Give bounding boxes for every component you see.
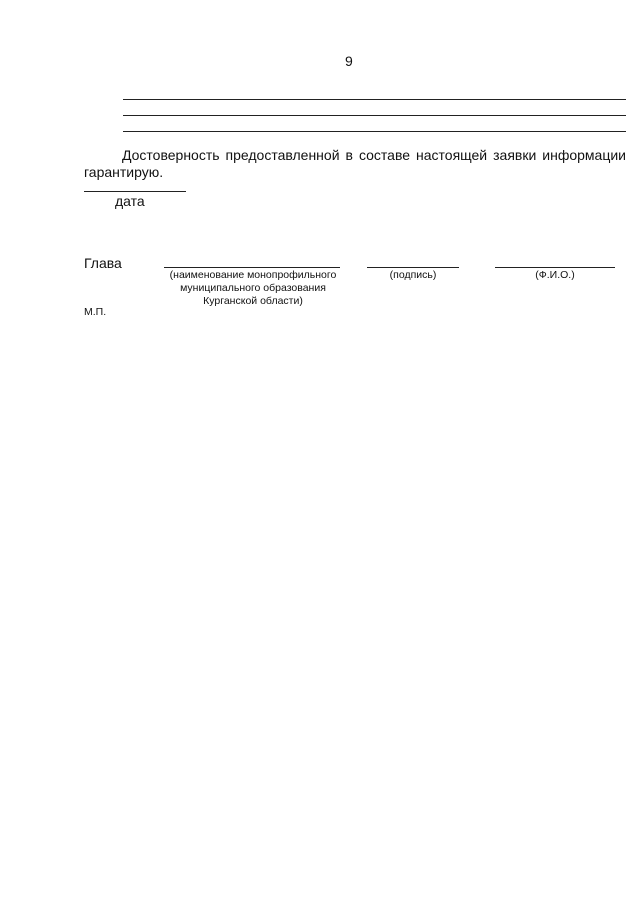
full-name-caption: (Ф.И.О.) xyxy=(535,269,575,281)
date-label: дата xyxy=(115,193,145,209)
signature-caption: (подпись) xyxy=(389,269,437,281)
page-number: 9 xyxy=(345,53,353,69)
stamp-label: М.П. xyxy=(84,306,107,318)
blank-line xyxy=(123,115,626,116)
municipality-name-caption: (наименование монопрофильного муниципального образования Курганской области) xyxy=(169,269,337,307)
blank-line xyxy=(123,99,626,100)
full-name-line xyxy=(495,267,615,268)
signature-line xyxy=(367,267,459,268)
head-label: Глава xyxy=(84,255,122,271)
municipality-name-line xyxy=(164,267,340,268)
blank-line xyxy=(123,131,626,132)
certification-statement: Достоверность предоставленной в составе настоящей заявки информации гарантирую. xyxy=(84,147,626,180)
date-signature-line xyxy=(84,191,186,192)
